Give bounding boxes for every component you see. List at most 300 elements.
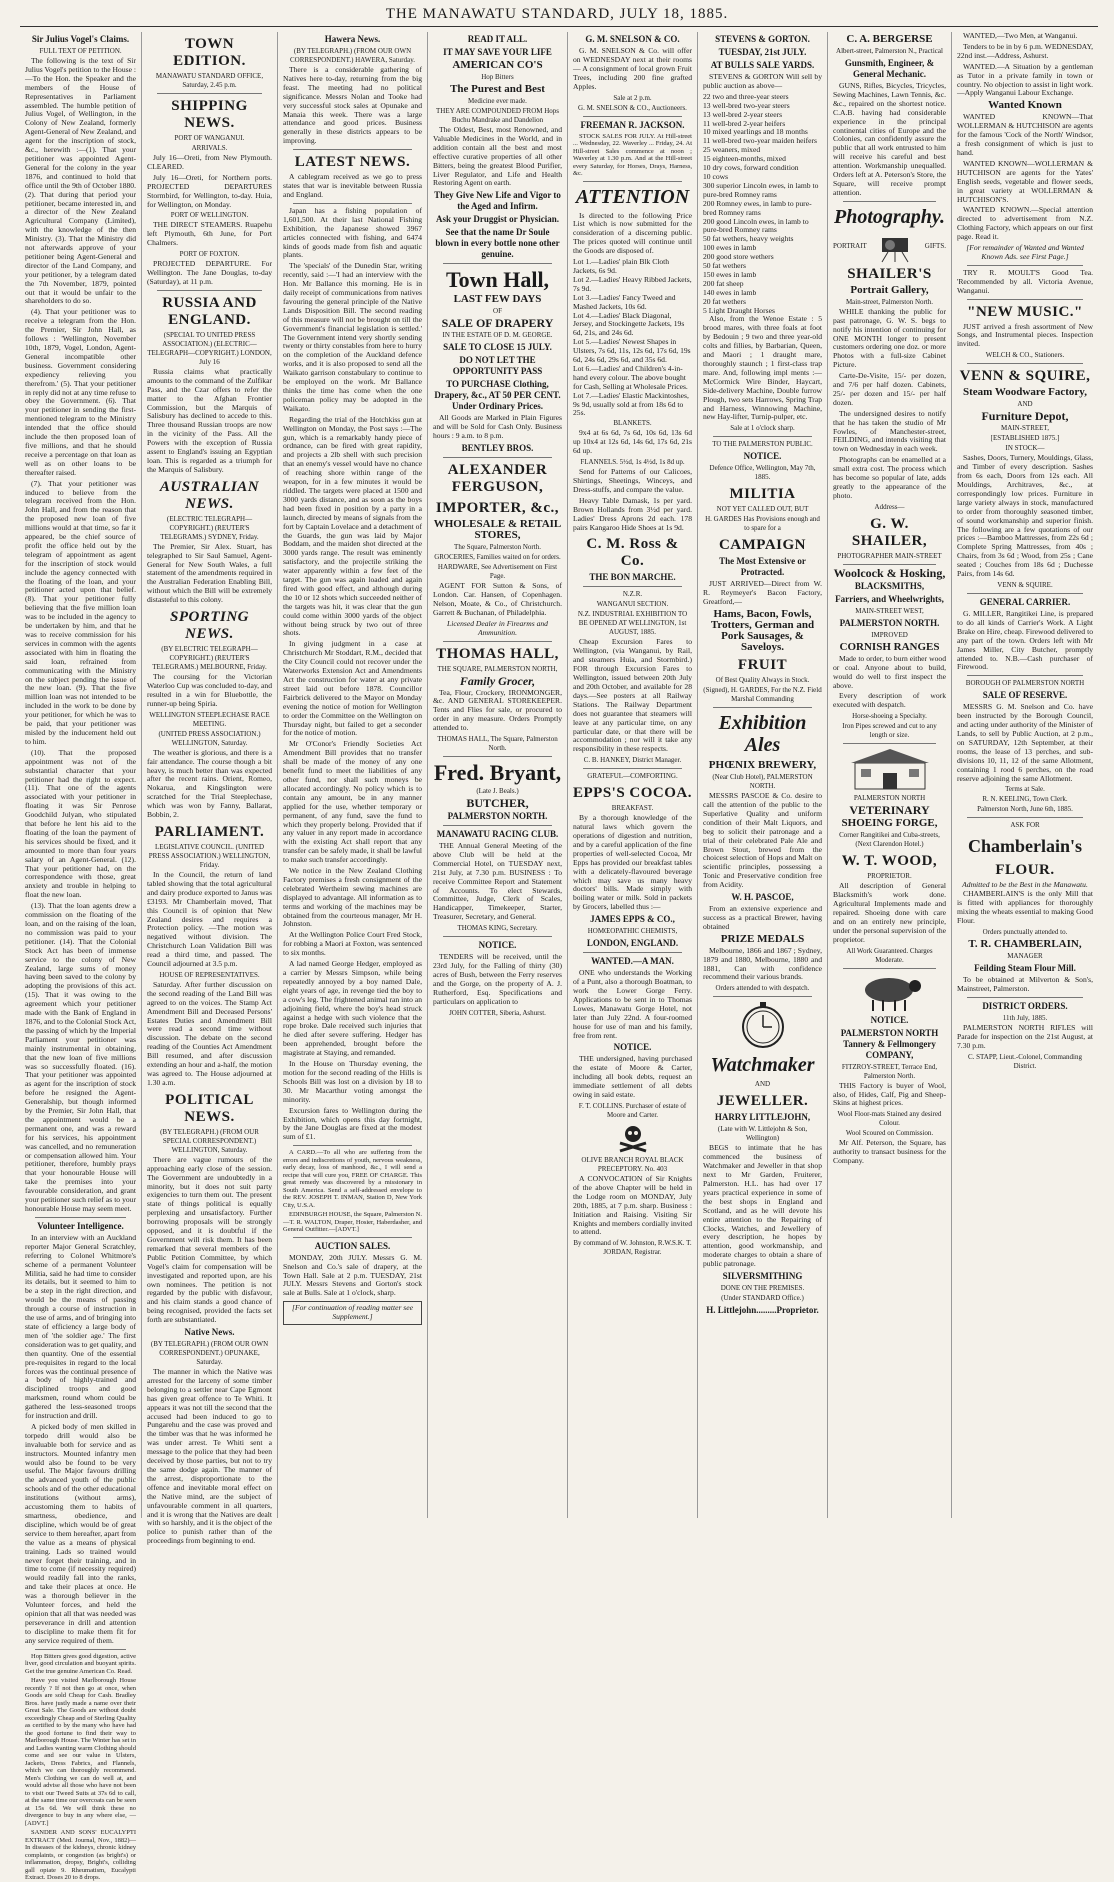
divider bbox=[967, 997, 1083, 998]
paragraph: All Goods are Marked in Plain Figures and will be Sold for Cash Only. Business hours : 9 a.m. to 8 p.m. bbox=[433, 413, 562, 441]
newspaper-columns bbox=[20, 31, 1098, 1882]
paragraph: WANTED KNOWN.—Special attention directed to advertisement from N.Z. Clothing Factory, which appears on our first page. Read it. bbox=[957, 205, 1093, 242]
divider bbox=[443, 936, 552, 937]
paragraph: A cablegram received as we go to press states that war is inevitable between Russia and England. bbox=[283, 172, 422, 199]
ad-line: AND bbox=[1017, 400, 1033, 409]
ad-heading: SALE TO CLOSE 15 JULY. bbox=[443, 342, 552, 353]
ad-heading: VENN & SQUIRE, bbox=[959, 368, 1091, 385]
subheading: (ELECTRIC TELEGRAPH—COPYRIGHT.) (REUTER'S TELEGRAMS.) SYDNEY, Friday. bbox=[160, 514, 259, 541]
paragraph: Russia claims what practically amounts to the command of the Zulfikar Pass, and the Czar offers to refer the matter to the Afghan Frontier Commission, but the Marquis of Salisbury has declined to accede to this. Three thousand Russian troops are now in the vicinity of the Pass. All the Powers with the exception of Russia assent to England's issuing an Egyptian loan. This is regarded as a triumph for the Marquis of Salisbury. bbox=[147, 366, 272, 474]
ad-line: PROPRIETOR. bbox=[867, 872, 912, 881]
ad-heading: JEWELLER. bbox=[716, 1093, 809, 1110]
list-item: 200 fat sheep bbox=[703, 278, 744, 288]
divider bbox=[843, 968, 936, 969]
ad-heading: IT MAY SAVE YOUR LIFE bbox=[443, 47, 552, 57]
paragraph: THE DIRECT STEAMERS. Ruapehu left Plymouth, 6th June, for Port Chalmers. bbox=[147, 220, 272, 248]
ad-line: All Work Guaranteed. Charges Moderate. bbox=[846, 946, 933, 964]
paragraph: WANTED,—Two Men, at Wanganui. bbox=[963, 31, 1078, 40]
ad-heading: DO NOT LET THE OPPORTUNITY PASS bbox=[452, 355, 543, 377]
ad-heading: LAST FEW DAYS bbox=[453, 293, 542, 306]
list-item: 11 well-bred 2-year heifers bbox=[703, 118, 786, 128]
paragraph: Mr Alf. Peterson, the Square, has authority to transact business for the Company. bbox=[833, 1138, 946, 1166]
article-subtitle: FULL TEXT OF PETITION. bbox=[39, 47, 122, 55]
ad-heading: SHOEING FORGE, bbox=[841, 817, 938, 830]
ad-heading: The Most Extensive or Protracted. bbox=[719, 556, 806, 578]
ad-heading: PALMERSTON NORTH Tannery & Fellmongery COMPANY, bbox=[840, 1027, 939, 1060]
ad-heading: The Purest and Best bbox=[450, 83, 545, 95]
divider bbox=[843, 201, 936, 202]
paragraph: JUST ARRIVED—Direct from W. R. Reymeyer's Bacon Factory, Greatford,— bbox=[703, 579, 822, 607]
ad-heading: G. M. SNELSON & CO. bbox=[585, 34, 680, 44]
ad-heading: Chamberlain's bbox=[967, 836, 1082, 857]
paragraph: The undersigned desires to notify that he has taken the studio of Mr Fowles, of Manchester-street, FEILDING, and intends visiting that town on Wednesday in each week. bbox=[833, 408, 946, 454]
list-item: 300 superior Lincoln ewes, in lamb to pure-bred Romney rams bbox=[703, 180, 819, 199]
divider bbox=[293, 149, 412, 150]
paragraph: STOCK SALES FOR JULY. At Hill-street ... Wednesday, 22. Waverley ... Friday, 24. At Hill-street Sales commence at noon ; Waverley at 1.30 p.m. And at the Hill-street every Saturday, for Horses, Drays, Harness, &c. bbox=[573, 132, 692, 178]
ad-line: Medicine ever made. bbox=[468, 97, 527, 105]
ad-heading: IMPORTER, &c., bbox=[435, 500, 560, 517]
ad-line: H. GARDES Has Provisions enough and to spare for a bbox=[705, 515, 820, 533]
paragraph: TRY R. MOULT'S Good Tea. 'Recommended by all. Victoria Avenue, Wanganui. bbox=[957, 267, 1093, 295]
ad-line: OLIVE BRANCH ROYAL BLACK PRECEPTORY. No. 403 bbox=[581, 1155, 684, 1173]
port-heading: PORT OF WANGANUI. bbox=[174, 134, 245, 142]
article-title: Volunteer Intelligence. bbox=[37, 1220, 124, 1231]
column-2 bbox=[142, 32, 278, 1546]
list-item: 15 eighteen-months, mixed bbox=[703, 154, 786, 164]
ad-heading: NOTICE. bbox=[870, 1014, 909, 1025]
paragraph: MONDAY, 20th JULY. Messrs G. M. Snelson and Co.'s sale of drapery, at the Town Hall. Sale at 2 p.m. TUESDAY, 21st JULY. Messrs Stevens and Gorton's stock sale at Bulls. Sale at 1 o'clock, sharp. bbox=[283, 1252, 422, 1298]
paragraph: Japan has a fishing population of 1,601,500. At their last National Fishing Exhibition, the Japanese showed 3967 articles connected with fishing, and 6474 kinds of goods made from fish and aquatic plants. bbox=[283, 205, 422, 260]
column-4 bbox=[428, 32, 568, 1518]
paragraph: CHAMBERLAIN'S is the only Mill that is fitted with appliances for thoroughly mixing the wheats essential to making Good Flour. bbox=[957, 889, 1093, 926]
ad-line: FITZROY-STREET, Terrace End, Palmerston North. bbox=[841, 1062, 938, 1080]
paragraph: There is a considerable gathering of Natives here to-day, returning from the big feast. The meeting had no political significance. Messrs Nolan and Tooke had very successful stock sales at Opunake and Manaia this week. There was a large attendance and good prices. Business generally in these districts appears to be improving. bbox=[283, 65, 422, 146]
ad-line: IN STOCK— bbox=[1005, 444, 1045, 453]
list-item: 100 ewes in lamb bbox=[703, 243, 757, 253]
list-item: 10 mixed yearlings and 18 months bbox=[703, 127, 808, 137]
divider bbox=[443, 641, 552, 642]
paragraph: STEVENS & GORTON Will sell by public auction as above— bbox=[703, 72, 822, 90]
ad-heading: PHŒNIX BREWERY, bbox=[708, 759, 817, 772]
column-5 bbox=[568, 32, 698, 1518]
list-item: 13 well-bred two-year steers bbox=[703, 100, 790, 110]
forge-building-icon bbox=[845, 747, 935, 791]
ad-heading: Family Grocer, bbox=[459, 673, 536, 688]
divider bbox=[713, 436, 812, 437]
column-1 bbox=[20, 32, 142, 1882]
section-title: SPORTING NEWS. bbox=[169, 609, 249, 643]
ad-line: (Under STANDARD Office.) bbox=[721, 1294, 804, 1303]
divider bbox=[443, 756, 552, 757]
ad-line: (Late with W. Littlejohn & Son, Wellington) bbox=[717, 1125, 808, 1143]
ad-heading: SILVERSMITHING bbox=[722, 1271, 803, 1282]
ad-heading: Wanted Known bbox=[988, 99, 1062, 112]
paragraph: Regarding the trial of the Hotchkiss gun at Wellington on Monday, the Post says :—The gun, which is a remarkably handy piece of ordnance, can be fired with great rapidity, and projects a 2lb shell with such precision that an enemy's vessel would have no chance of reaching shore within range of the weapon, for in a few minutes it would be riddled. The targets were placed at 1500 and 3000 yards distance, and as soon as the boys had been fixed in position by a party in a launch, directed by means of signals from the fort by Captain Lovelace and a detachment of the Guards, the gun was laid by Major Boddam, and the maiden shot directed at the 3000 yards range. The result was eminently satisfactory, and the projectile striking the water apparently within a few feet of the target. The gun was again loaded and again fired with good effect, and although during the 10 or 12 shots which succeeded neither of the targets was hit, it was clear that the gun could come within 3000 yards of the object without being struck by two out of three shots. bbox=[283, 414, 422, 638]
ad-heading: SALE OF DRAPERY bbox=[441, 316, 554, 331]
list-item: Lot 4.—Ladies' Black Diagonal, Jersey, and Stockingette Jackets, 19s 6d, 21s, and 24s 6d. bbox=[573, 310, 685, 338]
ad-line: Sale at 2 p.m. bbox=[613, 93, 652, 102]
divider bbox=[35, 1649, 126, 1650]
section-title: PARLIAMENT. bbox=[154, 823, 265, 840]
ad-heading: Hams, Bacon, Fowls, Trotters, German and Pork Sausages, & Saveloys. bbox=[710, 608, 815, 654]
paragraph: Photographs can be enamelled at a small extra cost. The process which has become so popular of late, adds greatly to the appearance of the photo. bbox=[833, 455, 946, 500]
paragraph: WHILE thanking the public for past patronage, G. W. S. begs to notify his intention of continuing for ONE MONTH longer to present customers ordering one doz. or more Photos with a full-size Cabinet Picture. bbox=[833, 306, 946, 370]
ad-heading: PALMERSTON NORTH. bbox=[447, 811, 548, 822]
ad-heading: SHAILER'S bbox=[847, 265, 932, 282]
paragraph: Melbourne, 1866 and 1867 ; Sydney, 1879 and 1880, Melbourne, 1880 and 1881, Can with confidence recommend their various brands. bbox=[703, 945, 822, 982]
ad-heading: ALEXANDER FERGUSON, bbox=[447, 462, 548, 496]
sheep-icon bbox=[855, 972, 925, 1012]
list-item: 200 good Lincoln ewes, in lamb to pure-bred Romney rams bbox=[703, 216, 809, 235]
ad-line: PALMERSTON NORTH bbox=[853, 794, 926, 803]
ad-line: (Signed), H. GARDES, For the N.Z. Field Marshal Commanding bbox=[703, 686, 822, 704]
paragraph: Cheap Excursion Fares to Wellington, (via Wanganui, by Rail, and steamers Huia, and Stormbird.) FOR through Excursion Fares to Wellington, issued between 20th July and 20th October, and available for 28 days.—See posters at all Railway Stations. The Railway Department does not guarantee that steamers will leave at any particular time, on any particular date, or that there will be accommodation ; nor will it take any responsibility in these respects. bbox=[573, 637, 692, 754]
ad-line: Defence Office, Wellington, May 7th, 1885. bbox=[709, 464, 816, 482]
paragraph: ONE who understands the Working of a Punt, also a thorough Boatman, to work the Lower Gorge Ferry. Applications to be sent in to Thomas Lowes, Manawatu Gorge Hotel, not later than July 22nd. A four-roomed house for use of man and his family, free from rent. bbox=[573, 968, 692, 1040]
ad-line: PORTRAIT bbox=[833, 242, 867, 251]
subheading: WANGANUI SECTION. bbox=[596, 600, 669, 609]
ad-heading: Photography. bbox=[834, 205, 945, 228]
section-title: Hawera News. bbox=[324, 34, 381, 44]
ad-line: [ESTABLISHED 1875.] bbox=[990, 434, 1060, 443]
paragraph: All description of General Blacksmith's work done. Agricultural Implements made and repaired. Shoeing done with care and on an entirely new principle, under the personal supervision of the proprietor. bbox=[833, 881, 946, 944]
paragraph: In giving judgment in a case at Christchurch Mr Stoddart, R.M., decided that the City Council could not recover under the Waterworks Extension Act and Amendments Act the construction for water at any private street laid out before 1878. Councillor Fairbrick delivered to the Mayor on Monday evening the notice of motion for Wellington to order the Committee on the Wellington on Thursday night, but failed to get a seconder for the notice of motion. bbox=[283, 639, 422, 738]
article-title: Sir Julius Vogel's Claims. bbox=[31, 34, 130, 44]
ad-heading: See that the name Dr Soule blown in every bottle none other genuine. bbox=[435, 227, 560, 260]
ad-line: Of Best Quality Always in Stock. bbox=[715, 676, 810, 685]
ad-line: NOT YET CALLED OUT, BUT bbox=[716, 505, 809, 514]
ad-line: GRATEFUL—COMFORTING. bbox=[587, 772, 678, 781]
ad-heading: Woolcock & Hosking, bbox=[833, 565, 946, 580]
list-item: 20 fat wethers bbox=[703, 296, 747, 306]
paragraph: The coursing for the Victorian Waterloo Cup was concluded to-day, and resulted in a win for Bluebottle, the runner-up being Spiria. bbox=[147, 672, 272, 708]
paragraph: Send for Patterns of our Calicoes, Shirtings, Sheetings, Winceys, and Dress-stuffs, and compare the value. bbox=[573, 467, 692, 494]
paragraph: Every description of work executed with despatch. bbox=[833, 691, 946, 710]
ad-heading: WHOLESALE & RETAIL STORES, bbox=[433, 518, 562, 542]
ad-heading: Ask your Druggist or Physician. bbox=[436, 214, 559, 225]
ad-heading: Steam Woodware Factory, bbox=[963, 386, 1087, 399]
divider bbox=[713, 996, 812, 997]
edition-title: TOWN EDITION. bbox=[173, 36, 246, 69]
ad-line: MAIN-STREET, bbox=[1001, 424, 1049, 433]
ad-heading: HARRY LITTLEJOHN, bbox=[714, 1112, 811, 1123]
list-item: 11 well-bred two-year maiden heifers bbox=[703, 136, 817, 146]
ad-line: WELCH & CO., Stationers. bbox=[985, 351, 1065, 360]
paragraph: From an extensive experience and success as a practical Brewer, having obtained bbox=[703, 904, 822, 931]
ad-line: DONE ON THE PREMISES. bbox=[720, 1284, 805, 1293]
ad-line: G. M. SNELSON & CO., Auctioneers. bbox=[578, 103, 687, 112]
ad-heading: SALE OF RESERVE. bbox=[982, 690, 1068, 701]
ad-heading: Fred. Bryant, bbox=[433, 760, 562, 786]
divider bbox=[443, 457, 552, 458]
ad-line: Address— bbox=[874, 502, 905, 511]
ad-line: Albert-street, Palmerston N., Practical bbox=[836, 47, 943, 55]
list-item: 13 well-bred 2-year steers bbox=[703, 109, 783, 119]
ad-line: Terms at Sale. bbox=[1005, 785, 1045, 794]
paragraph: THE Annual General Meeting of the above Club will be held at the Commercial Hotel, on TUESDAY next, 21st July, at 7.30 p.m. BUSINESS : To receive Committee Report and Statement of Accounts. To elect Stewards, Committee, Judge, Clerk of Scales, Handicapper, Timekeeper, Starter, Treasurer, Secretary, and General. bbox=[433, 841, 562, 922]
divider bbox=[293, 1145, 412, 1146]
paragraph: The weather is glorious, and there is a fair attendance. The course though a bit heavy, is much better than was expected after the recent rains. Orient, Romeo, Nokarua, and Kingslington were scratched for the Trial Steeplechase, which was won by Fanny, Ballarat, Bobbin, 2. bbox=[147, 747, 272, 820]
paragraph: Made to order, to burn either wood or coal. Anyone about to build, would do well to first inspect the above. bbox=[833, 653, 946, 690]
section-title: RUSSIA AND ENGLAND. bbox=[162, 294, 257, 328]
list-item: Lot 1.—Ladies' plain Blk Cloth Jackets, 6s 9d. bbox=[573, 257, 670, 275]
section-title: LATEST NEWS. bbox=[294, 154, 411, 171]
divider bbox=[443, 825, 552, 826]
ad-heading: "NEW MUSIC." bbox=[967, 303, 1083, 320]
list-item: Lot 3.—Ladies' Fancy Tweed and Mashed Jackets, 10s 6d. bbox=[573, 292, 676, 311]
paragraph: Is directed to the following Price List which is now submitted for the consideration of a discerning public. The prices quoted will continue until the Goods are disposed of. bbox=[573, 210, 692, 256]
paragraph: The Premier, Sir Alex. Stuart, has telegraphed to Sir Saul Samuel, Agent-General for New South Wales, a full statement of the amendments required in the Australian Federation Enabling Bill, without which the Bill will be extremely distasteful to this colony. bbox=[147, 541, 272, 605]
paragraph: THE undersigned, having purchased the estate of Moore & Carter, including all book debts, request an immediate settlement of all debts owing in said estate. bbox=[573, 1054, 692, 1100]
ad-heading: VETERINARY bbox=[849, 803, 930, 818]
ad-heading: DISTRICT ORDERS. bbox=[982, 1000, 1068, 1011]
ad-line: Licensed Dealer in Firearms and Ammunition. bbox=[447, 618, 548, 637]
ad-heading: W. T. WOOD, bbox=[841, 853, 938, 870]
continuation-note: [For continuation of reading matter see Supplement.] bbox=[283, 1301, 422, 1325]
paragraph: To be obtained at Milverton & Son's, Mainstreet, Palmerston. bbox=[957, 975, 1093, 993]
ad-line: ASK FOR bbox=[1010, 821, 1040, 830]
column-3 bbox=[278, 32, 428, 1518]
ad-line: Orders attended to with despatch. bbox=[715, 984, 810, 993]
paragraph: MESSRS PASCOE & Co. desire to call the attention of the public to the Superlative Quality and uniform condition of their Malt Liquors, and beg to solicit their patronage and a trial of their celebrated Pale Ale and Brown Stout, brewed from the choicest selection of Hops and Malt on scientific principles, possessing a Tonic and Preservative condition free from Acidity. bbox=[703, 791, 822, 890]
paragraph: Sashes, Doors, Turnery, Mouldings, Glass, and Timber of every description. Sashes from 6s each, Doors from 12s each. All Mouldings, Architraves, &c., at correspondingly low prices. Furniture in large variety always in stock, manufactured to order from thoroughly seasoned timber, of sound workmanship and superior finish. The following are a few quotations of our prices :—Bamboo Mattresses, from 22s 6d ; Complete Spring Mattresses, from 40s ; Chairs, from 3s 6d ; Wood, from 25s ; Cane seated ; Couches from 18s 6d ; Duchesse Pairs, from 14s 6d. bbox=[957, 453, 1093, 579]
divider bbox=[157, 93, 262, 94]
divider bbox=[583, 586, 682, 587]
section-title: POLITICAL NEWS. bbox=[165, 1091, 254, 1125]
ad-line: Wool Scoured on Commission. bbox=[845, 1129, 934, 1138]
paragraph: There are vague rumours of the approaching early close of the session. The Government are undoubtedly in a minority, but it does not suit party exigencies to turn them out. The present state of things political is equally perplexing and unsatisfactory. Further borrowing proposals will be strongly opposed, and it is doubtful if the Government will risk them. It has been remarked that several members of the Public Petition Committee, by which Vogel's claim for compensation will be investigated and reported upon, are his own nominees. The petition is not regarded by the public with disfavour, and his claim stands a good chance of being recognised, provided the facts set forth are substantiated. bbox=[147, 1154, 272, 1325]
ad-heading: PALMERSTON NORTH. bbox=[839, 617, 940, 628]
ad-line: THOMAS KING, Secretary. bbox=[457, 924, 538, 933]
subheading: ARRIVALS. bbox=[191, 144, 228, 152]
paragraph: July 16—Oreti, for Northern ports. PROJECTED DEPARTURES Stormbird, for Wellington, to-day. Huia, for Wellington, on Monday. bbox=[147, 172, 272, 209]
ad-heading: MILITIA bbox=[729, 486, 796, 503]
subheading: N.Z.R. bbox=[622, 590, 643, 599]
small-ad: Have you visited Marlborough House recently ? If not then go at once, when Goods are sold Cheap for Cash. Bradley Bros. have justly made a name over their Great Sale. The Goods are without doubt exceedingly Cheap and of Sterling Quality as certified to by the many who have had the good fortune to find their way to Marlborough House. The Winter has set in and Ladies wanting warm Clothing should come and see our value in Ulsters, Jackets, Dress Fabrics, and Flannels, which we can thoroughly recommend. Men's Clothing we can do well at, and would advise all those who have not been to visit our Tweed Suits at 37s 6d to call, at the same time our overcoats can be seen at 15s 6d. We will think these no divergence to buy in any where else, —[ADVT.] bbox=[25, 1677, 137, 1827]
divider bbox=[967, 675, 1083, 676]
ad-line: Wool Floor-mats Stained any desired Colour. bbox=[837, 1110, 942, 1128]
ad-heading: FREEMAN R. JACKSON. bbox=[580, 119, 685, 130]
ad-line: [For remainder of Wanted and Wanted Known Ads. see First Page.] bbox=[966, 243, 1084, 261]
ad-heading: STEVENS & GORTON. bbox=[715, 34, 810, 44]
paragraph: WANTED.—A Situation by a gentleman as Tutor in a private family in town or country. No objection to assist in light work.—Apply Wanganui Labour Exchange. bbox=[957, 61, 1093, 98]
subheading: (SPECIAL TO UNITED PRESS ASSOCIATION.) (ELECTRIC—TELEGRAPH—COPYRIGHT.) LONDON, July 16 bbox=[147, 330, 272, 366]
camera-row bbox=[833, 232, 946, 262]
subheading: HOUSE OF REPRESENTATIVES. bbox=[159, 970, 260, 979]
subheading: FLANNELS. 5½d, 1s 4½d, 1s 8d up. bbox=[580, 458, 685, 467]
ad-line: HARDWARE, See Advertisement on First Page. bbox=[437, 563, 558, 581]
ad-heading: THOMAS HALL, bbox=[436, 645, 559, 662]
ad-heading: READ IT ALL. bbox=[467, 34, 528, 44]
ad-line: MANAGER bbox=[1007, 952, 1043, 960]
ad-line: BREAKFAST. bbox=[611, 804, 654, 813]
paragraph: 9x4 at 6s 6d, 7s 6d, 10s 6d, 13s 6d up 10x4 at 12s 6d, 14s 6d, 17s 6d, 21s 6d up. bbox=[573, 428, 692, 456]
subheading: (BY TELEGRAPH.) (FROM OUR OWN CORRESPONDENT.) HAWERA, Saturday. bbox=[289, 47, 416, 64]
ad-line: C. B. HANKEY, District Manager. bbox=[583, 756, 682, 765]
ad-line: Admitted to be the Best in the Manawatu. bbox=[962, 880, 1088, 890]
paragraph: THIS Factory is buyer of Wool, also, of Hides, Calf, Pig and Sheep-Skins at highest prices. bbox=[833, 1080, 946, 1108]
ad-line: By command of W. Johnston, R.W.S.K. T. JORDAN, Registrar. bbox=[573, 1239, 692, 1257]
divider bbox=[967, 299, 1083, 300]
paragraph: WANTED KNOWN—WOLLERMAN & HUTCHISON are agents for the Yates' English seeds, vegetable and flower seeds, in great variety at WOLLERMAN & HUTCHISON'S. bbox=[957, 158, 1093, 204]
subheading: (UNITED PRESS ASSOCIATION.) WELLINGTON, Saturday. bbox=[158, 729, 261, 747]
paragraph: A CONVOCATION of Sir Knights of the above Chapter will be held in the Lodge room on MONDAY, July 20th, 1885, at 7 p.m. sharp. Business : Initiation and Raising. Visiting Sir Knights and members cordially invited to attend. bbox=[573, 1173, 692, 1237]
list-item: 10 cows bbox=[703, 171, 729, 181]
list-item: Lot 5.—Ladies' Newest Shapes in Ulsters, 7s 6d, 11s, 12s 6d, 17s 6d, 19s 6d, 24s 6d, 29s 6d, and 35s 6d. bbox=[573, 337, 691, 365]
ad-line: (Near Club Hotel), PALMERSTON NORTH. bbox=[712, 773, 813, 791]
port-heading: PORT OF FOXTON. bbox=[179, 250, 240, 259]
divider bbox=[967, 265, 1083, 266]
ad-heading: TO PURCHASE Clothing, Drapery, &c., AT 50 PER CENT. Under Ordinary Prices. bbox=[434, 379, 561, 412]
divider bbox=[967, 817, 1083, 818]
ad-line: (Late J. Beals.) bbox=[476, 787, 519, 796]
ad-line: THEY ARE COMPOUNDED FROM Hops Buchu Mandrake and Dandelion bbox=[435, 107, 560, 124]
paragraph: We notice in the New Zealand Clothing Factory premises a fresh consignment of the celebrated Wertheim sewing machines are displayed to advantage. All information as to terms and working of the machines may be obtained from the courteous manager, Mr H. Johnston. bbox=[283, 866, 422, 929]
paragraph: JUST arrived a fresh assortment of New Songs, and Instrumental pieces. Inspection invited. bbox=[957, 321, 1093, 349]
list-item: 5 Light Draught Horses bbox=[703, 305, 775, 315]
section-title: AUCTION SALES. bbox=[314, 1240, 391, 1251]
ad-heading: NOTICE. bbox=[478, 940, 517, 951]
paragraph: G. M. SNELSON & Co. will offer on WEDNESDAY next at their rooms— A consignment of local grown Fruit Trees, including 200 fine grafted Apples. bbox=[573, 46, 692, 91]
subheading: BLANKETS. bbox=[613, 419, 652, 428]
ad-line: The Square, Palmerston North. bbox=[454, 543, 541, 552]
divider bbox=[843, 564, 936, 565]
port-heading: PORT OF WELLINGTON. bbox=[170, 211, 249, 220]
ad-heading: Furniture Depot, bbox=[981, 409, 1069, 424]
small-ad: Hop Bitters gives good digestion, active liver, good circulation and buoyant spirits. Get the true genuine American Co. Read. bbox=[25, 1652, 136, 1675]
paragraph: Mr O'Conor's Friendly Societies Act Amendment Bill provides that no transfer shall be made of the money of any one benefit fund to meet the liabilities of any other fund, nor shall such moneys be allocated accordingly. No policy which is to contain any amount, be in any manner applied for the use, whether temporary or permanent, of any fund, save the fund to which they properly belong. Provided that if any valuer in any report made in accordance with the existing Act shall report that any transfer can be safely made, it shall be lawful to make such transfer accordingly. bbox=[283, 739, 422, 865]
subheading: (BY TELEGRAPH.) (FROM OUR SPECIAL CORRESPONDENT.) WELLINGTON, Saturday. bbox=[160, 1127, 259, 1154]
paragraph: TENDERS will be received, until the 23rd July, for the Falling of thirty (30) acres of Bush, between the Ferry reserves and the Gorge, on the property of A. J. Rutherford, Esq. Specifications and particulars on application to bbox=[433, 952, 562, 1006]
paragraph: The Oldest, Best, most Renowned, and Valuable Medicines in the World, and in addition contain all the best and most effective curative properties of all other Bitters, being the greatest Blood Purifier, Liver Regulator, and Life and Health Restoring Agent on earth. bbox=[433, 125, 562, 188]
ad-heading: WANTED.—A MAN. bbox=[591, 956, 674, 967]
paragraph: Also, from the Wenoe Estate : 5 brood mares, with three foals at foot by Bedouin ; 9 two and three year-old colts and fillies, by Barbarian, Queen, and Maori ; 1 draught mare, thoroughly staunch ; 1 first-class trap mare. And, following impl ments :— McCormick Wire Binder, Haycart, Side-delivery Machine, Double furrow Plough, two sets Harrows, Spring Trap and Harness, Winnowing Machine, new Hay-lifter, Turnip-pulper, etc. bbox=[703, 314, 822, 422]
ad-line: IN THE ESTATE OF D. M. GEORGE. bbox=[442, 331, 553, 340]
list-item: 22 two and three-year steers bbox=[703, 91, 789, 101]
section-title: SHIPPING NEWS. bbox=[171, 98, 248, 131]
divider bbox=[583, 116, 682, 117]
small-ad: SANDER AND SONS' EUCALYPTI EXTRACT (Med. Journal, Nov., 1882)—In diseases of the kidneys, chronic kidney complaints, or congestion (as bright's) or inflammation, dropsy, Bright's, colliding gall opiate 9. Rheumatism, Eucalypti Extract. Doses 20 to 8 drops. bbox=[25, 1829, 136, 1882]
ad-line: Hop Bitters bbox=[481, 73, 514, 81]
column-6 bbox=[698, 32, 828, 1518]
column-8 bbox=[952, 32, 1098, 1518]
ad-line: Sale at 1 o'clock sharp. bbox=[730, 424, 795, 433]
ad-heading: C. M. Ross & Co. bbox=[586, 536, 679, 570]
subheading: LEGISLATIVE COUNCIL. (UNITED PRESS ASSOCIATION.) WELLINGTON, Friday. bbox=[148, 842, 271, 869]
list-item: 200 Romney ewes, in lamb to pure-bred Romney rams bbox=[703, 198, 812, 217]
paragraph: By a thorough knowledge of the natural laws which govern the operations of digestion and nutrition, and by a careful application of the fine properties of well-selected Cocoa, Mr Epps has provided our breakfast tables with a delicately-flavoured beverage which may save us many heavy doctors' bills. Made simply with boiling water or milk. Sold in packets by Grocers, labelled thus :— bbox=[573, 813, 692, 912]
ad-line: 11th July, 1885. bbox=[1002, 1013, 1048, 1022]
ad-line: C. STAPP, Lieut.-Colonel, Commanding District. bbox=[968, 1052, 1082, 1070]
list-item: 150 ewes in lamb bbox=[703, 269, 757, 279]
ad-heading: AT BULLS SALE YARDS. bbox=[710, 60, 815, 70]
edition-subtitle: MANAWATU STANDARD OFFICE, Saturday, 2.45 p.m. bbox=[155, 72, 264, 89]
divider bbox=[967, 363, 1083, 364]
paragraph: (4). That your petitioner was to receive a telegram from the Hon. the Premier, Sir John Hall, as follows : 'Wellington, November 10th, 1879, Vogel, London, Agent-General incompatible other business. Government considering expediency relieving you therefrom.' (5). That your petitioner in reply did not at any time refuse to obey the Government. (6). That your petitioner in sending the first-mentioned telegram to the Ministry intended that the office should include the then proposed loan of five millions, and that he should receive a percentage on that loan as well as on other loans to be thereafter raised. bbox=[25, 307, 136, 477]
list-item: Lot 2.—Ladies' Heavy Ribbed Jackets, 7s 9d. bbox=[573, 274, 692, 293]
ad-heading: G. W. SHAILER, bbox=[851, 515, 928, 549]
divider bbox=[293, 1237, 412, 1238]
paragraph: Saturday. After further discussion on the second reading of the Land Bill was agreed to on the voices. The Stamp Act Amendment Bill and Deceased Persons' Estates Duties and Amendment Bill were read a second time without discussion. The debate on the second reading of the Counties Act Amendment Bill resumed, and after discussion extending an hour and a-half, the motion was agreed to. The House adjourned at 1.30 a.m. bbox=[147, 979, 272, 1087]
paragraph: Tenders to be in by 6 p.m. WEDNESDAY, 22nd inst.—Address, Ashurst. bbox=[957, 41, 1093, 60]
paragraph: PROJECTED DEPARTURE. For Wellington. The Jane Douglas, to-day (Saturday), at 11 p.m. bbox=[147, 259, 272, 286]
ad-heading: TUESDAY, 21st JULY. bbox=[718, 47, 807, 57]
ad-line: Palmerston North, June 6th, 1885. bbox=[977, 805, 1073, 814]
ad-heading: They Give New Life and Vigor to the Aged and Infirm. bbox=[434, 190, 561, 212]
subheading: (BY ELECTRIC TELEGRAPH—COPYRIGHT.) (REUTER'S TELEGRAMS.) MELBOURNE, Friday. bbox=[152, 645, 267, 672]
ad-heading: THE BON MARCHE. bbox=[589, 572, 676, 583]
ad-line: Horse-shoeing a Specialty. bbox=[852, 712, 927, 721]
ad-line: HOMŒOPATHIC CHEMISTS, bbox=[587, 927, 678, 936]
ad-line: F. T. COLLINS. Purchaser of estate of Moore and Carter. bbox=[578, 1101, 687, 1119]
paragraph: (10). That the proposed appointment was not of the substantial character that your petitioner had the right to expect. (11). That one of the agents associated with your petitioner in floating it was Sir Penrose Goodchild Julyan, who stipulated that before he lent his aid to the floating of the loan the payment of his services should be fixed, and it amounted to more than four years salary of an Agent-General. (12). That your petitioner had, on the correspondence with those, great anxiety and trouble in helping to float the new loan. bbox=[25, 747, 136, 900]
list-item: Lot 6.—Ladies' and Children's 4-in-hand every colour. The above bought for Cash, Selling at Wholesale Prices. bbox=[573, 363, 688, 391]
paragraph: (7). That your petitioner was induced to believe from the telegram received from the Hon. John Hall, and from the reason that the proposed new loan of five millions would at that time, so far it appeared, be the chief source of profit the office held out by the telegram of appointment as agent for the inscription of stock would include the agency connected with the floating of the loan, and your petitioner acted upon that belief. (8). That your petitioner fully believing that the five million loan was to be included in the agency to be undertaken by him, and that he was to receive commission for his services in common with the agents associated with him in floating the said loan, refrained from communicating with the Ministry on the subject pending the issue of the new loan. (9). That the five million loan was not intended to be included in the work to be done by your petitioner, for which he was to be paid, that your petitioner was misled by the inducement held out to him. bbox=[25, 478, 136, 746]
paragraph: The following is the text of Sir Julius Vogel's petition to the House :—To the Hon. the Speaker and the members of the House of Representatives in Parliament assembled. The humble petition of Julius Vogel, of Wellington, in the Colony of New Zealand, formerly Agent-General of New Zealand, and agent for the inscription of stock, &c., herewith :—(1). That your petitioner was appointed Agent-General for the colony in the year 1876, and continued to hold that office until the 9th of October 1880. (2). That during that period your petitioner, became interested in, and a director of the New Zealand Agricultural Company (Limited), with the knowledge of the then Ministry. (3). That the Ministry did not afterwards approve of your petitioner being Agent-General and director of the Land Company, and your petitioner, by a telegram dated the 7th November, 1879, pointed out that it would be unfair to the shareholders to do so. bbox=[25, 56, 136, 306]
ad-heading: ATTENTION bbox=[575, 185, 690, 208]
divider bbox=[35, 1217, 126, 1218]
paragraph: PALMERSTON NORTH RIFLES will Parade for inspection on the 21st August, at 7.30 p.m. bbox=[957, 1022, 1093, 1050]
subheading: N.Z. INDUSTRIAL EXHIBITION TO BE OPENED AT WELLINGTON, 1st AUGUST, 1885. bbox=[577, 610, 688, 637]
paragraph: A picked body of men skilled in torpedo drill would also be invaluable both for service and as instructors. Mounted infantry men would also be found to be very useful. The Major favours drilling the advanced youth of the public schools and of the other educational institutions (without arms), accustoming them to habits of smartness, obedience, and discipline, which would be of great service to them hereafter, apart from the value as a means of physical training. Lads so trained would never forget their training, and in time to come (if necessity required) would readily fall into the ranks, and take their places at once. He was a thorough believer in the Volunteer forces, and held the opinion that all that was needed was perseverance in drill and attention to discipline to make them fit for any service required of them. bbox=[25, 1421, 136, 1645]
ad-heading: MANAWATU RACING CLUB. bbox=[436, 829, 559, 840]
ad-line: GIFTS. bbox=[924, 242, 946, 251]
list-item: 200 good store wethers bbox=[703, 252, 774, 262]
section-title: AUSTRALIAN NEWS. bbox=[159, 478, 260, 512]
ad-line: Corner Rangitikei and Cuba-streets, (Next Clarendon Hotel.) bbox=[839, 831, 940, 849]
paragraph: The manner in which the Native was arrested for the larceny of some timber belonging to a settler near Cape Egmont has given great offence to Te Whiti. It appears it was not till the second that the accused had been induced to go to Pungarehu and the case was proved and the timber was that he was informed he was under arrest. Te Whiti sent a message to the police that they had been deceived by those parties, but not to try the same dodge again. The manner of the arrest, disproportionate to the offence and inevitable moral effect on the Native mind, are the subject of unfavourable comment in all quarters, and it is wrong that the Natives are dealt with so harshly, and it is the object of the police to punish rather than of the proceedings from beginning to end. bbox=[147, 1367, 272, 1546]
paragraph: G. MILLER, Rangitikei Line, is prepared to do all kinds of Carrier's Work. A Light Brake on Hire, cheap. Firewood delivered to any part of the town. Orders left with Mr James Miller, City Butcher, promptly attended to. N.B.—Cash purchaser of Firewood. bbox=[957, 608, 1093, 672]
ad-line: AND bbox=[754, 1080, 771, 1089]
small-ad: EDINBURGH HOUSE, the Square, Palmerston N.—T. R. WALTON, Draper, Hosier, Haberdasher, and General Outfitter.—[ADVT.] bbox=[283, 1211, 422, 1234]
watch-icon bbox=[733, 1000, 793, 1050]
paragraph: Heavy Table Damask, 1s per yard. Brown Hollands from 3½d per yard. Ladies' Dress Aprons 2d each. 178 pairs Kangaroo Hide Shoes at 1s 9d. bbox=[573, 495, 692, 532]
paragraph: In an interview with an Auckland reporter Major General Scratchley, referring to Colonel Whitmore's scheme of a permanent Volunteer Militia, said he had time to consider its details, but it seemed to him to be a step in the right direction, and would be the means of passing through a course of instruction in the use of arms, and of bringing into state of efficiency a large body of men of 'the soldier age.' The first consideration was to get quality, and then quantity. One of the essential pre-requisites in regard to the local forces was the continual presence of a body of highly-trained and disciplined troops and good marksmen, round whom could be gathered the less-seasoned troops for instruction and drill. bbox=[25, 1232, 136, 1421]
subheading: WELLINGTON STEEPLECHASE RACE MEETING. bbox=[149, 710, 270, 728]
list-item: 50 fat wethers, heavy weights bbox=[703, 234, 794, 244]
ad-heading: BUTCHER, bbox=[466, 796, 529, 811]
small-ad: A CARD.—To all who are suffering from the errors and indiscretions of youth, nervous weakness, early decay, loss of manhood, &c., I will send a recipe that will cure you, FREE OF CHARGE. This great remedy was discovered by a missionary in South America. Send a self-addressed envelope to the REV. JOSEPH T. INMAN, Station D, New York City, U.S.A. bbox=[283, 1149, 422, 1209]
ad-line: IMPROVED bbox=[871, 630, 908, 639]
section-title: Native News. bbox=[184, 1327, 235, 1338]
ad-line: TO THE PALMERSTON PUBLIC. bbox=[712, 440, 813, 449]
divider bbox=[583, 952, 682, 953]
ad-line: R. N. KEELING, Town Clerk. bbox=[982, 795, 1068, 804]
ad-heading: Exhibition Ales bbox=[718, 712, 807, 757]
ad-heading: JAMES EPPS & CO., bbox=[590, 914, 675, 925]
paragraph: A lad named George Hedger, employed as a carrier by Messrs Simpson, while being repeatedly annoyed by a boy named Dale, eight years of age, in revenge tied the boy to a cow's leg. The frightened animal ran into an adjoining field, where the boy's head struck against a hedge with such violence that the rope broke. Dale received such injuries that he died after severe suffering. Hedger has been apprehended, brought before the magistrate at Staying, and remanded. bbox=[283, 959, 422, 1058]
paragraph: The 'specials' of the Dunedin Star, writing recently, said :—'I had an interview with the Hon. Mr Ballance this morning. He is in daily receipt of communications from natives favouring the general principle of the Native Lands Disposition Bill. The second reading of this measure will not be brought on till the Government's financial legislation is settled.' The Government intend very shortly sending twenty or thirty constables from here to hurry on the completion of the Auckland defence works, and it is also proposed to send all the Waikato garrison constabulary to continue to be employed on the work. Mr Ballance thinks the time has come when the one policeman policy may be adopted in the Waikato. bbox=[283, 261, 422, 413]
paragraph: AGENT FOR Sutton & Sons, of London. Car. Hansen, of Copenhagen. Nelson, Moate, & Co., of Christchurch. Garrett & Buchanan, of Philadelphia. bbox=[433, 581, 562, 617]
ad-heading: GENERAL CARRIER. bbox=[979, 596, 1071, 607]
camera-icon bbox=[878, 232, 914, 262]
list-item: Lot 7.—Ladies' Elastic Mackintoshes, 9s 9d, usually sold at from 18s 6d to 25s. bbox=[573, 390, 689, 418]
paragraph: Carte-De-Visite, 15/- per dozen, and 7/6 per half dozen. Cabinets, 25/- per dozen and 15/- per half dozen. bbox=[833, 371, 946, 407]
list-item: 25 weaners, mixed bbox=[703, 145, 761, 155]
ad-line: VENN & SQUIRE. bbox=[997, 580, 1053, 589]
paragraph: Excursion fares to Wellington during the Exhibition, which opens this day fortnight, by the Jane Douglas are fixed at the modest sum of £1. bbox=[283, 1105, 422, 1142]
price-list bbox=[573, 258, 692, 418]
ad-heading: FRUIT bbox=[737, 657, 788, 674]
ad-heading: Town Hall, bbox=[445, 267, 550, 293]
stock-list bbox=[703, 93, 822, 316]
ad-heading: C. A. BERGERSE bbox=[846, 33, 933, 45]
ad-heading: W. H. PASCOE, bbox=[731, 892, 794, 903]
ad-heading: Watchmaker bbox=[710, 1054, 815, 1077]
subheading: (BY TELEGRAPH.) (FROM OUR OWN CORRESPONDENT.) OPUNAKE, Saturday. bbox=[150, 1340, 269, 1367]
paragraph: MESSRS G. M. Snelson and Co. have been instructed by the Borough Council, and acting under authority of the Minister of Lands, to sell by Public Auction, at 2 p.m., on SATURDAY, 12th September, at their rooms, the lease of 13 perches, and sub-divisions 10, 11, 12 of the same Allotment, containing 1 rood 6 perches, on the road reserve adjoining the same Allotment. bbox=[957, 702, 1093, 783]
ad-heading: PRIZE MEDALS bbox=[720, 932, 805, 945]
